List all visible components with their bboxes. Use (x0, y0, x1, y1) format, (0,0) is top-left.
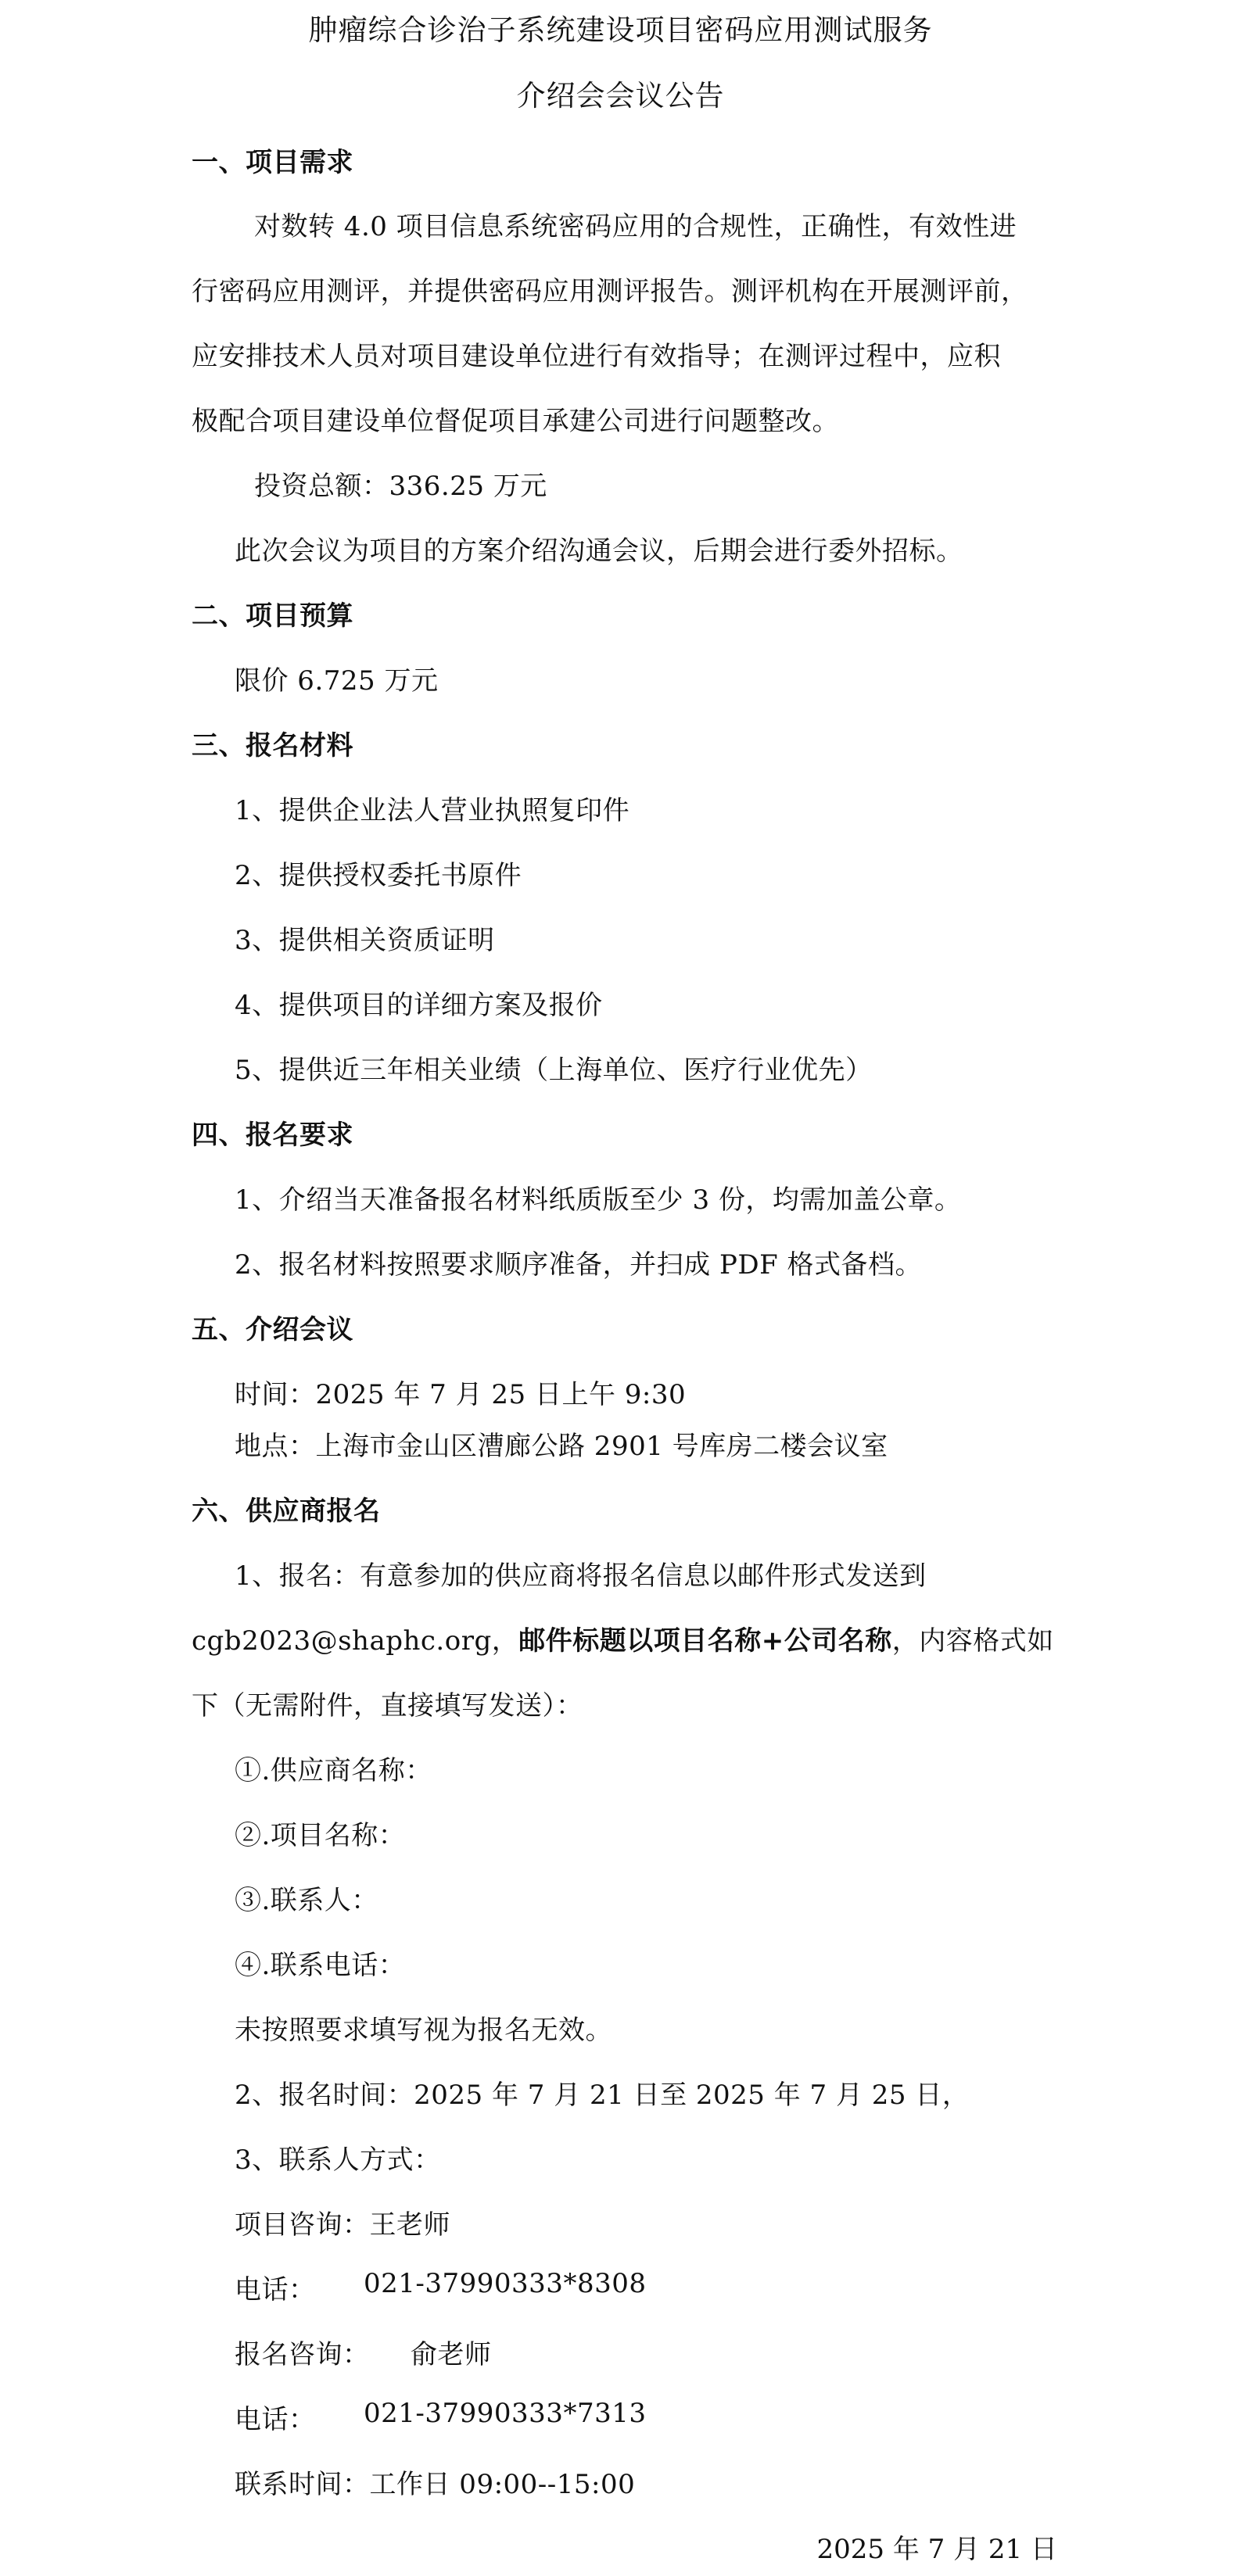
form-field-item: ①.供应商名称： (235, 1755, 432, 1786)
material-item: 4、提供项目的详细方案及报价 (235, 990, 603, 1021)
section1-paragraph-line2: 行密码应用测评，并提供密码应用测评报告。测评机构在开展测评前， (192, 276, 1028, 307)
registration-line1: 1、报名：有意参加的供应商将报名信息以邮件形式发送到 (235, 1560, 927, 1592)
form-field-item: ③.联系人： (235, 1885, 378, 1916)
phone1-number: 021-37990333*8308 (364, 2268, 647, 2299)
contact-time: 联系时间：工作日 09:00--15:00 (235, 2469, 636, 2500)
budget-limit: 限价 6.725 万元 (235, 665, 439, 697)
section3-heading: 三、报名材料 (192, 730, 353, 761)
section6-heading: 六、供应商报名 (192, 1496, 381, 1527)
invalid-note: 未按照要求填写视为报名无效。 (235, 2015, 612, 2046)
announcement-date: 2025 年 7 月 21 日 (816, 2534, 1057, 2565)
registration-line2-tail: ，内容格式如 (891, 1625, 1054, 1657)
contact-heading: 3、联系人方式： (235, 2144, 441, 2176)
registration-line3: 下（无需附件，直接填写发送）： (192, 1690, 583, 1722)
registration-time: 2、报名时间：2025 年 7 月 21 日至 2025 年 7 月 25 日， (235, 2080, 970, 2111)
section1-heading: 一、项目需求 (192, 147, 353, 178)
material-item: 2、提供授权委托书原件 (235, 860, 522, 891)
registration-consult-name: 俞老师 (411, 2339, 492, 2370)
section1-paragraph-line3: 应安排技术人员对项目建设单位进行有效指导；在测评过程中，应积 (192, 341, 1001, 372)
material-item: 5、提供近三年相关业绩（上海单位、医疗行业优先） (235, 1055, 873, 1086)
section5-heading: 五、介绍会议 (192, 1314, 353, 1345)
material-item: 3、提供相关资质证明 (235, 925, 495, 956)
section1-paragraph-line4: 极配合项目建设单位督促项目承建公司进行问题整改。 (192, 406, 839, 437)
registration-consult-label: 报名咨询： (235, 2339, 370, 2370)
meeting-time: 时间：2025 年 7 月 25 日上午 9:30 (235, 1379, 687, 1410)
requirement-item: 2、报名材料按照要求顺序准备，并扫成 PDF 格式备档。 (235, 1249, 922, 1281)
email-subject-rule: 邮件标题以项目名称+公司名称 (518, 1625, 892, 1657)
meeting-place: 地点：上海市金山区漕廊公路 2901 号库房二楼会议室 (235, 1431, 888, 1462)
investment-total: 投资总额：336.25 万元 (254, 471, 547, 502)
phone2-number: 021-37990333*7313 (364, 2398, 647, 2429)
project-consult: 项目咨询：王老师 (235, 2209, 450, 2241)
registration-line2 (192, 1619, 1054, 1657)
document-title-line1: 肿瘤综合诊治子系统建设项目密码应用测试服务 (308, 13, 933, 47)
phone1-label: 电话： (235, 2274, 316, 2306)
material-item: 1、提供企业法人营业执照复印件 (235, 795, 630, 826)
section4-heading: 四、报名要求 (192, 1120, 353, 1151)
form-field-item: ④.联系电话： (235, 1950, 406, 1981)
form-field-item: ②.项目名称： (235, 1820, 406, 1851)
phone2-label: 电话： (235, 2404, 316, 2435)
requirement-item: 1、介绍当天准备报名材料纸质版至少 3 份，均需加盖公章。 (235, 1184, 962, 1216)
section2-heading: 二、项目预算 (192, 600, 353, 632)
section1-paragraph-line1: 对数转 4.0 项目信息系统密码应用的合规性，正确性，有效性进 (254, 211, 1017, 242)
meeting-note: 此次会议为项目的方案介绍沟通会议，后期会进行委外招标。 (235, 536, 963, 567)
document-title-line2: 介绍会会议公告 (516, 79, 725, 113)
registration-email[interactable]: cgb2023@shaphc.org， (192, 1625, 519, 1657)
